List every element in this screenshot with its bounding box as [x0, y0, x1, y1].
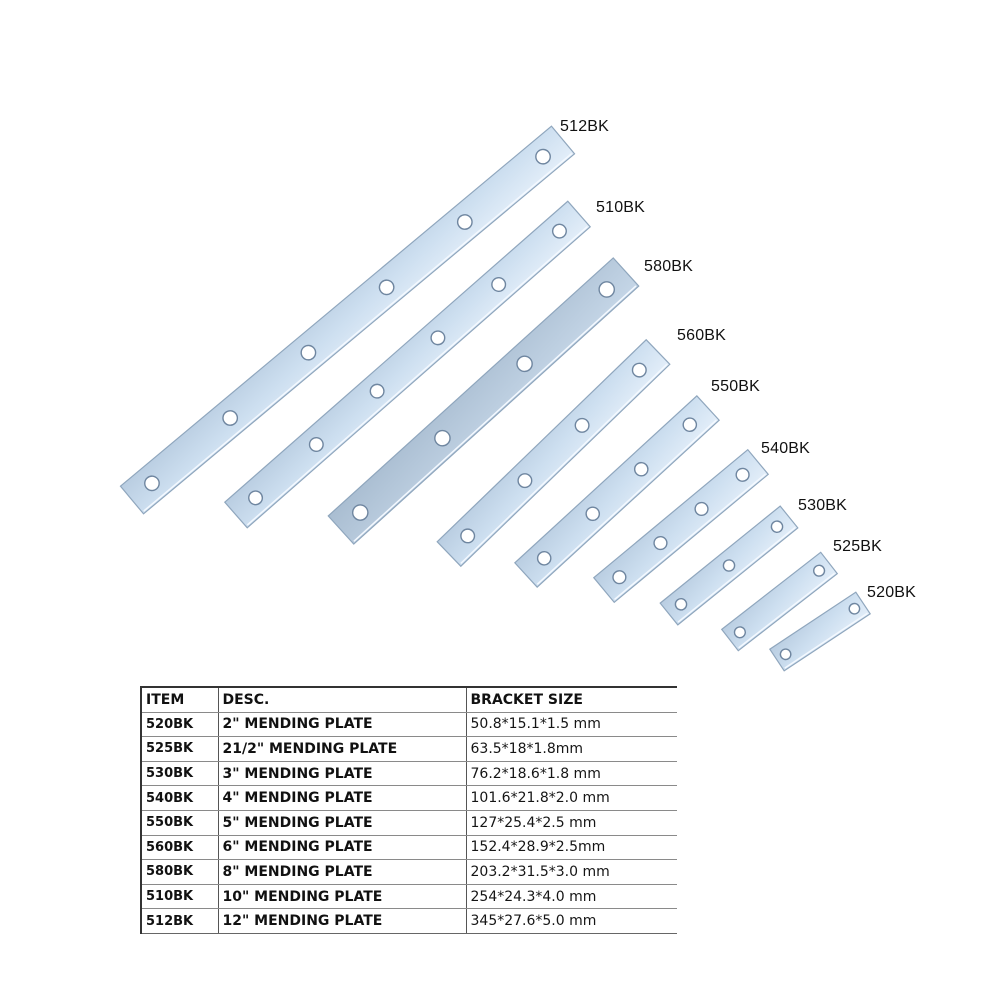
plate-label-530bk: 530BK	[798, 497, 848, 514]
item-cell: 510BK	[141, 884, 218, 909]
item-cell: 560BK	[141, 835, 218, 860]
desc-cell: 21/2" MENDING PLATE	[218, 737, 466, 762]
desc-cell: 4" MENDING PLATE	[218, 786, 466, 811]
table-row	[141, 909, 677, 934]
mending-plate-512bk	[120, 126, 574, 514]
plate-label-510bk: 510BK	[596, 199, 646, 216]
size-cell: 63.5*18*1.8mm	[466, 737, 677, 762]
desc-cell: 8" MENDING PLATE	[218, 860, 466, 885]
table-row	[141, 884, 677, 909]
plate-label-520bk: 520BK	[867, 584, 917, 601]
size-cell: 203.2*31.5*3.0 mm	[466, 860, 677, 885]
desc-cell: 3" MENDING PLATE	[218, 761, 466, 786]
spec-table-container	[140, 686, 676, 934]
plate-label-540bk: 540BK	[761, 440, 811, 457]
item-cell: 580BK	[141, 860, 218, 885]
item-cell: 520BK	[141, 712, 218, 737]
plate-label-580bk: 580BK	[644, 258, 694, 275]
table-row	[141, 737, 677, 762]
desc-cell: 10" MENDING PLATE	[218, 884, 466, 909]
item-cell: 550BK	[141, 810, 218, 835]
size-cell: 127*25.4*2.5 mm	[466, 810, 677, 835]
table-row	[141, 810, 677, 835]
table-row	[141, 761, 677, 786]
desc-cell: 2" MENDING PLATE	[218, 712, 466, 737]
size-cell: 50.8*15.1*1.5 mm	[466, 712, 677, 737]
size-cell: 152.4*28.9*2.5mm	[466, 835, 677, 860]
column-header-bracket-size: BRACKET SIZE	[466, 687, 677, 712]
size-cell: 254*24.3*4.0 mm	[466, 884, 677, 909]
item-cell: 512BK	[141, 909, 218, 934]
plate-label-560bk: 560BK	[677, 327, 727, 344]
table-row	[141, 786, 677, 811]
size-cell: 76.2*18.6*1.8 mm	[466, 761, 677, 786]
desc-cell: 6" MENDING PLATE	[218, 835, 466, 860]
plate-label-525bk: 525BK	[833, 538, 883, 555]
table-row	[141, 835, 677, 860]
column-header-item: ITEM	[141, 687, 218, 712]
column-header-desc: DESC.	[218, 687, 466, 712]
table-row	[141, 712, 677, 737]
plate-label-512bk: 512BK	[560, 118, 610, 135]
desc-cell: 5" MENDING PLATE	[218, 810, 466, 835]
table-header-row	[141, 687, 677, 712]
desc-cell: 12" MENDING PLATE	[218, 909, 466, 934]
plate-highlight	[144, 154, 572, 511]
item-cell: 530BK	[141, 761, 218, 786]
size-cell: 345*27.6*5.0 mm	[466, 909, 677, 934]
size-cell: 101.6*21.8*2.0 mm	[466, 786, 677, 811]
plate-label-550bk: 550BK	[711, 378, 761, 395]
item-cell: 540BK	[141, 786, 218, 811]
table-row	[141, 860, 677, 885]
spec-table	[140, 686, 677, 934]
plate-body	[120, 126, 574, 514]
item-cell: 525BK	[141, 737, 218, 762]
